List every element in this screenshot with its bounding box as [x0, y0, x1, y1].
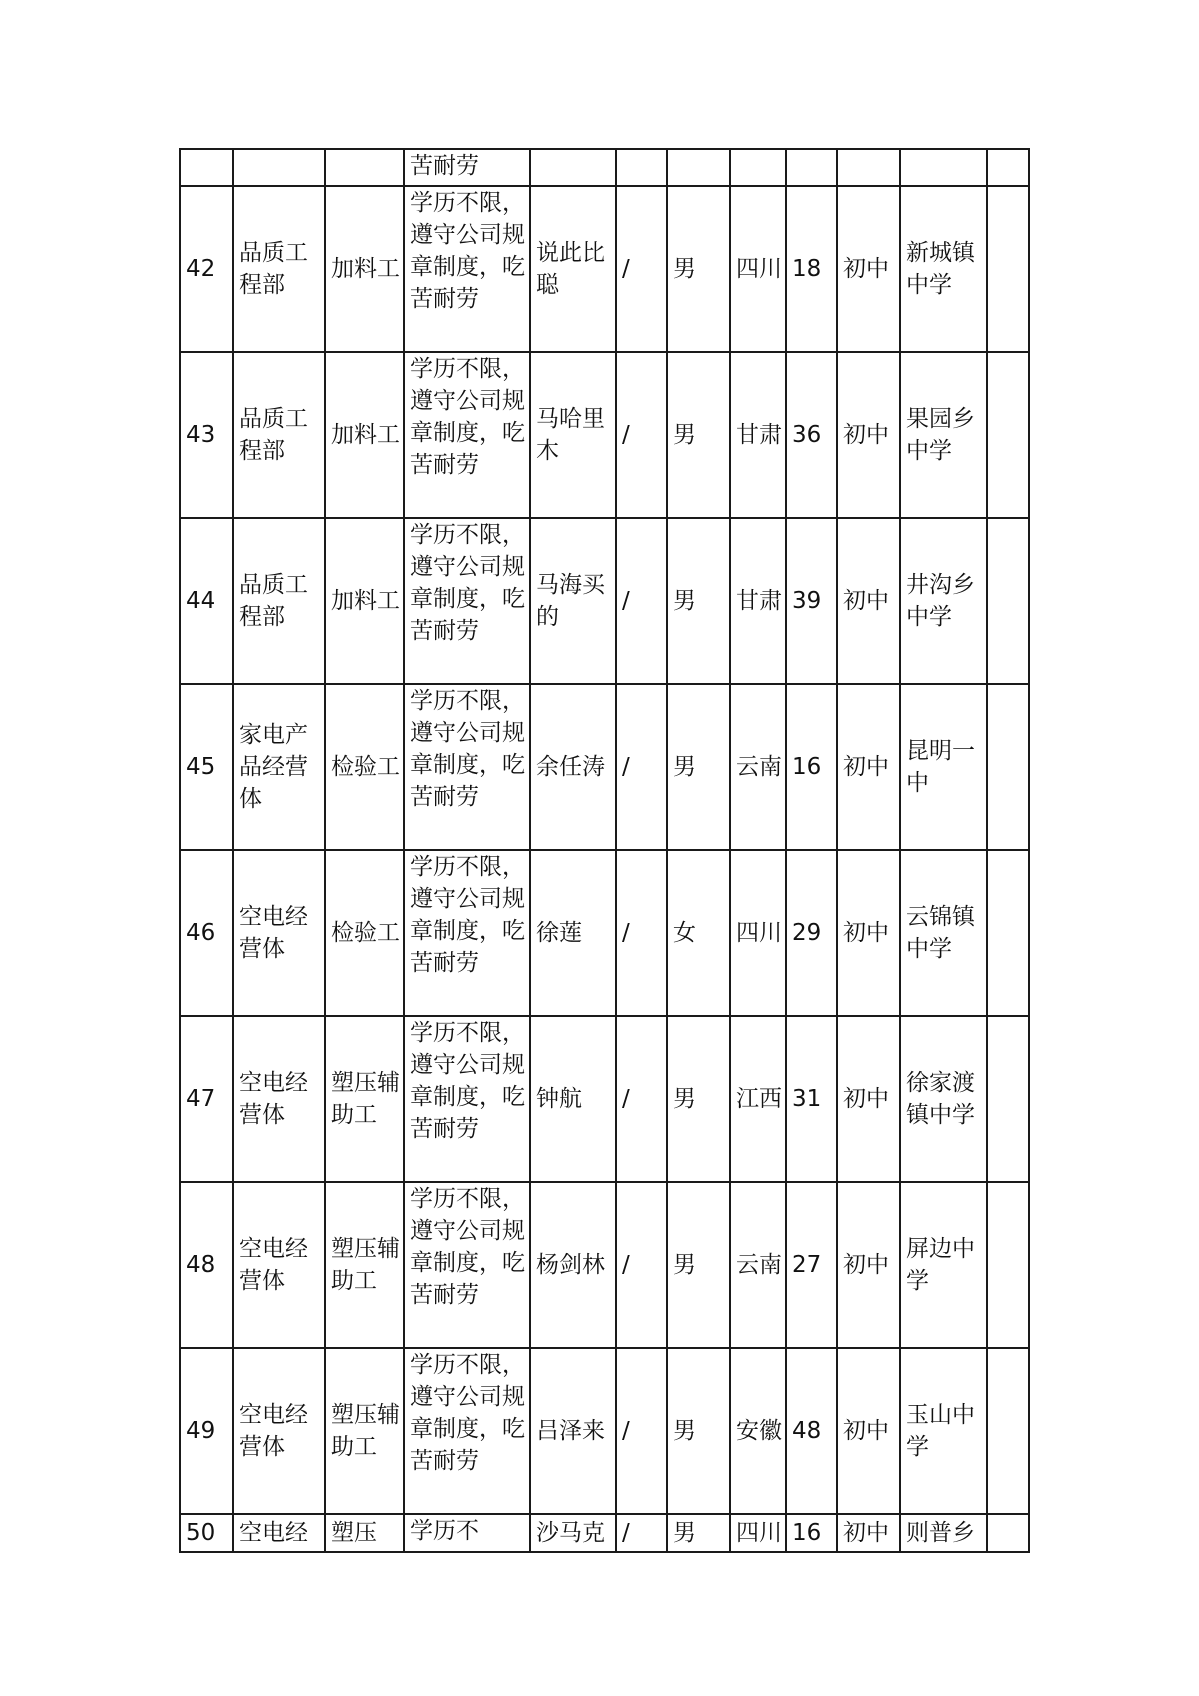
position-cell: 塑压	[325, 1514, 404, 1552]
origin-cell: 甘肃	[730, 352, 786, 518]
age-cell: 16	[786, 1514, 837, 1552]
school-cell	[900, 149, 987, 186]
origin-cell: 安徽	[730, 1348, 786, 1514]
position-cell: 加料工	[325, 518, 404, 684]
name-cell	[530, 149, 616, 186]
table-row	[180, 850, 1029, 1016]
school-cell: 云锦镇中学	[900, 850, 987, 1016]
remarks-cell	[987, 684, 1029, 850]
requirements-cell: 学历不限，遵守公司规章制度，吃苦耐劳	[404, 684, 530, 850]
gender-cell: 男	[667, 1182, 730, 1348]
table-row	[180, 684, 1029, 850]
table-row	[180, 1182, 1029, 1348]
age-cell: 29	[786, 850, 837, 1016]
row-number-cell: 45	[180, 684, 233, 850]
education-cell: 初中	[837, 1514, 900, 1552]
gender-cell: 男	[667, 186, 730, 352]
name-cell: 钟航	[530, 1016, 616, 1182]
origin-cell: 云南	[730, 684, 786, 850]
row-number-cell: 49	[180, 1348, 233, 1514]
requirements-cell: 学历不	[404, 1514, 530, 1552]
remarks-cell	[987, 1016, 1029, 1182]
department-cell: 空电经营体	[233, 1016, 325, 1182]
requirements-cell: 学历不限，遵守公司规章制度，吃苦耐劳	[404, 850, 530, 1016]
row-number-cell: 43	[180, 352, 233, 518]
gender-cell: 男	[667, 1514, 730, 1552]
origin-cell: 四川	[730, 850, 786, 1016]
school-cell: 则普乡	[900, 1514, 987, 1552]
remarks-cell	[987, 352, 1029, 518]
school-cell: 徐家渡镇中学	[900, 1016, 987, 1182]
name-cell: 说此比聪	[530, 186, 616, 352]
row-number-cell	[180, 149, 233, 186]
remarks-cell	[987, 1348, 1029, 1514]
slash-cell: /	[616, 1514, 667, 1552]
row-number-cell: 44	[180, 518, 233, 684]
origin-cell: 甘肃	[730, 518, 786, 684]
remarks-cell	[987, 186, 1029, 352]
roster-table	[179, 148, 1030, 1553]
requirements-cell: 学历不限，遵守公司规章制度，吃苦耐劳	[404, 1016, 530, 1182]
department-cell: 品质工程部	[233, 186, 325, 352]
table-row	[180, 186, 1029, 352]
requirements-cell: 学历不限，遵守公司规章制度，吃苦耐劳	[404, 1348, 530, 1514]
roster-body	[180, 149, 1029, 1552]
table-row	[180, 149, 1029, 186]
table-row	[180, 352, 1029, 518]
slash-cell: /	[616, 1182, 667, 1348]
education-cell	[837, 149, 900, 186]
slash-cell	[616, 149, 667, 186]
name-cell: 马哈里木	[530, 352, 616, 518]
row-number-cell: 48	[180, 1182, 233, 1348]
position-cell: 塑压辅助工	[325, 1182, 404, 1348]
department-cell: 空电经营体	[233, 1348, 325, 1514]
position-cell: 检验工	[325, 850, 404, 1016]
position-cell: 加料工	[325, 186, 404, 352]
age-cell: 48	[786, 1348, 837, 1514]
position-cell	[325, 149, 404, 186]
row-number-cell: 50	[180, 1514, 233, 1552]
education-cell: 初中	[837, 352, 900, 518]
age-cell: 18	[786, 186, 837, 352]
slash-cell: /	[616, 186, 667, 352]
age-cell: 39	[786, 518, 837, 684]
requirements-cell: 苦耐劳	[404, 149, 530, 186]
name-cell: 马海买的	[530, 518, 616, 684]
origin-cell	[730, 149, 786, 186]
remarks-cell	[987, 850, 1029, 1016]
remarks-cell	[987, 1182, 1029, 1348]
department-cell: 空电经营体	[233, 1182, 325, 1348]
school-cell: 玉山中学	[900, 1348, 987, 1514]
origin-cell: 江西	[730, 1016, 786, 1182]
department-cell: 空电经营体	[233, 850, 325, 1016]
position-cell: 检验工	[325, 684, 404, 850]
department-cell: 家电产品经营体	[233, 684, 325, 850]
name-cell: 杨剑林	[530, 1182, 616, 1348]
age-cell: 16	[786, 684, 837, 850]
slash-cell: /	[616, 850, 667, 1016]
table-row	[180, 1016, 1029, 1182]
table-row	[180, 518, 1029, 684]
department-cell: 空电经	[233, 1514, 325, 1552]
school-cell: 井沟乡中学	[900, 518, 987, 684]
position-cell: 加料工	[325, 352, 404, 518]
name-cell: 余任涛	[530, 684, 616, 850]
gender-cell: 男	[667, 1016, 730, 1182]
requirements-cell: 学历不限，遵守公司规章制度，吃苦耐劳	[404, 352, 530, 518]
education-cell: 初中	[837, 518, 900, 684]
name-cell: 吕泽来	[530, 1348, 616, 1514]
school-cell: 新城镇中学	[900, 186, 987, 352]
age-cell: 36	[786, 352, 837, 518]
row-number-cell: 47	[180, 1016, 233, 1182]
position-cell: 塑压辅助工	[325, 1348, 404, 1514]
row-number-cell: 42	[180, 186, 233, 352]
school-cell: 屏边中学	[900, 1182, 987, 1348]
slash-cell: /	[616, 1348, 667, 1514]
name-cell: 徐莲	[530, 850, 616, 1016]
requirements-cell: 学历不限，遵守公司规章制度，吃苦耐劳	[404, 518, 530, 684]
slash-cell: /	[616, 1016, 667, 1182]
table-row	[180, 1348, 1029, 1514]
gender-cell: 男	[667, 684, 730, 850]
remarks-cell	[987, 518, 1029, 684]
school-cell: 果园乡中学	[900, 352, 987, 518]
education-cell: 初中	[837, 1016, 900, 1182]
education-cell: 初中	[837, 1348, 900, 1514]
origin-cell: 云南	[730, 1182, 786, 1348]
department-cell: 品质工程部	[233, 518, 325, 684]
row-number-cell: 46	[180, 850, 233, 1016]
slash-cell: /	[616, 352, 667, 518]
education-cell: 初中	[837, 850, 900, 1016]
remarks-cell	[987, 1514, 1029, 1552]
requirements-cell: 学历不限，遵守公司规章制度，吃苦耐劳	[404, 1182, 530, 1348]
slash-cell: /	[616, 684, 667, 850]
remarks-cell	[987, 149, 1029, 186]
gender-cell: 男	[667, 518, 730, 684]
education-cell: 初中	[837, 1182, 900, 1348]
age-cell	[786, 149, 837, 186]
age-cell: 27	[786, 1182, 837, 1348]
origin-cell: 四川	[730, 186, 786, 352]
department-cell: 品质工程部	[233, 352, 325, 518]
education-cell: 初中	[837, 186, 900, 352]
requirements-cell: 学历不限，遵守公司规章制度，吃苦耐劳	[404, 186, 530, 352]
gender-cell	[667, 149, 730, 186]
position-cell: 塑压辅助工	[325, 1016, 404, 1182]
name-cell: 沙马克	[530, 1514, 616, 1552]
table-row	[180, 1514, 1029, 1552]
gender-cell: 男	[667, 352, 730, 518]
gender-cell: 女	[667, 850, 730, 1016]
department-cell	[233, 149, 325, 186]
age-cell: 31	[786, 1016, 837, 1182]
school-cell: 昆明一中	[900, 684, 987, 850]
origin-cell: 四川	[730, 1514, 786, 1552]
gender-cell: 男	[667, 1348, 730, 1514]
slash-cell: /	[616, 518, 667, 684]
education-cell: 初中	[837, 684, 900, 850]
